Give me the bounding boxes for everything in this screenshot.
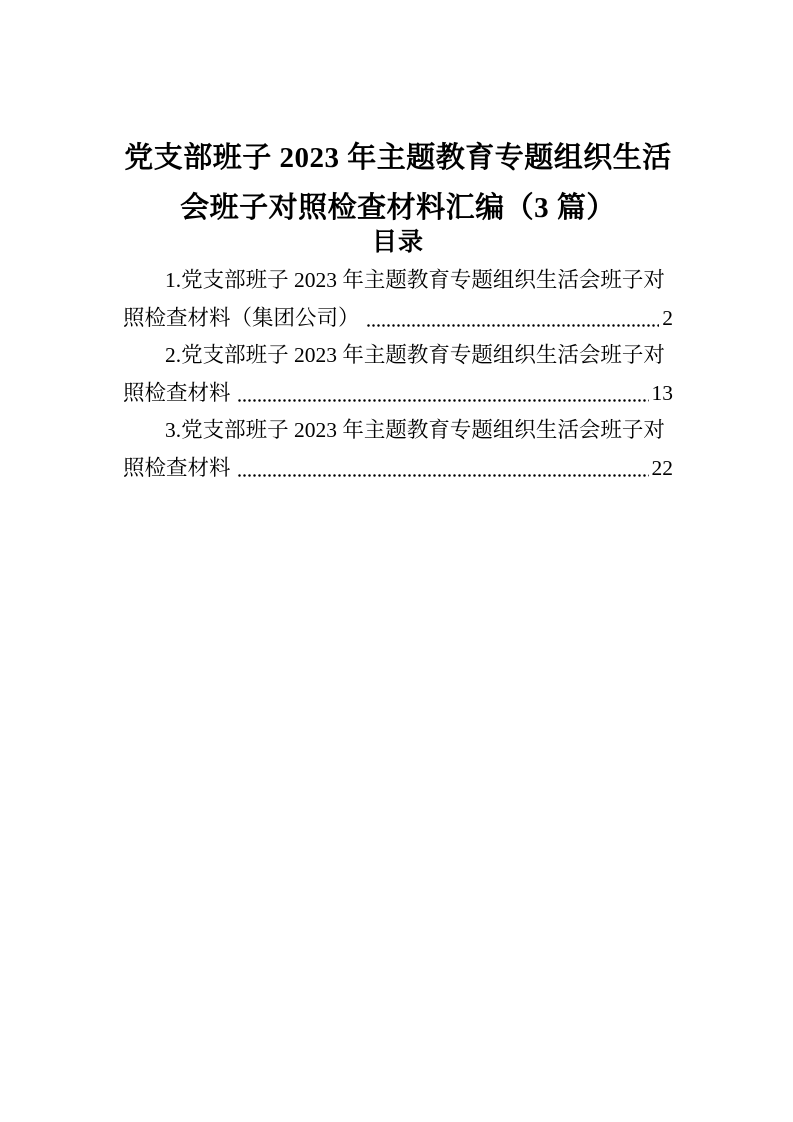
toc-dot-leader	[237, 450, 649, 488]
toc-list	[123, 262, 673, 487]
toc-dot-leader	[366, 300, 660, 338]
document-title	[123, 133, 673, 233]
toc-entry[interactable]	[123, 337, 673, 412]
document-title-line1: 党支部班子 2023 年主题教育专题组织生活	[124, 142, 672, 174]
toc-entry[interactable]	[123, 412, 673, 487]
toc-entry-line2-row	[123, 300, 673, 338]
toc-entry-line2: 照检查材料（集团公司）	[123, 305, 360, 330]
toc-heading: 目录	[371, 229, 424, 256]
toc-page-number: 13	[651, 380, 673, 405]
toc-entry-line2: 照检查材料	[123, 380, 231, 405]
toc-entry-line1: 2.党支部班子 2023 年主题教育专题组织生活会班子对	[165, 343, 665, 367]
toc-entry-line2: 照检查材料	[123, 455, 231, 480]
document-title-line2: 会班子对照检查材料汇编（3 篇）	[180, 192, 616, 224]
toc-page-number: 22	[651, 455, 673, 480]
toc-dot-leader	[237, 375, 649, 413]
toc-entry-line1: 1.党支部班子 2023 年主题教育专题组织生活会班子对	[165, 268, 665, 292]
toc-entry-line2-row	[123, 375, 673, 413]
toc-entry-line1: 3.党支部班子 2023 年主题教育专题组织生活会班子对	[165, 418, 665, 442]
toc-entry-line2-row	[123, 450, 673, 488]
toc-entry[interactable]	[123, 262, 673, 337]
toc-page-number: 2	[662, 305, 673, 330]
